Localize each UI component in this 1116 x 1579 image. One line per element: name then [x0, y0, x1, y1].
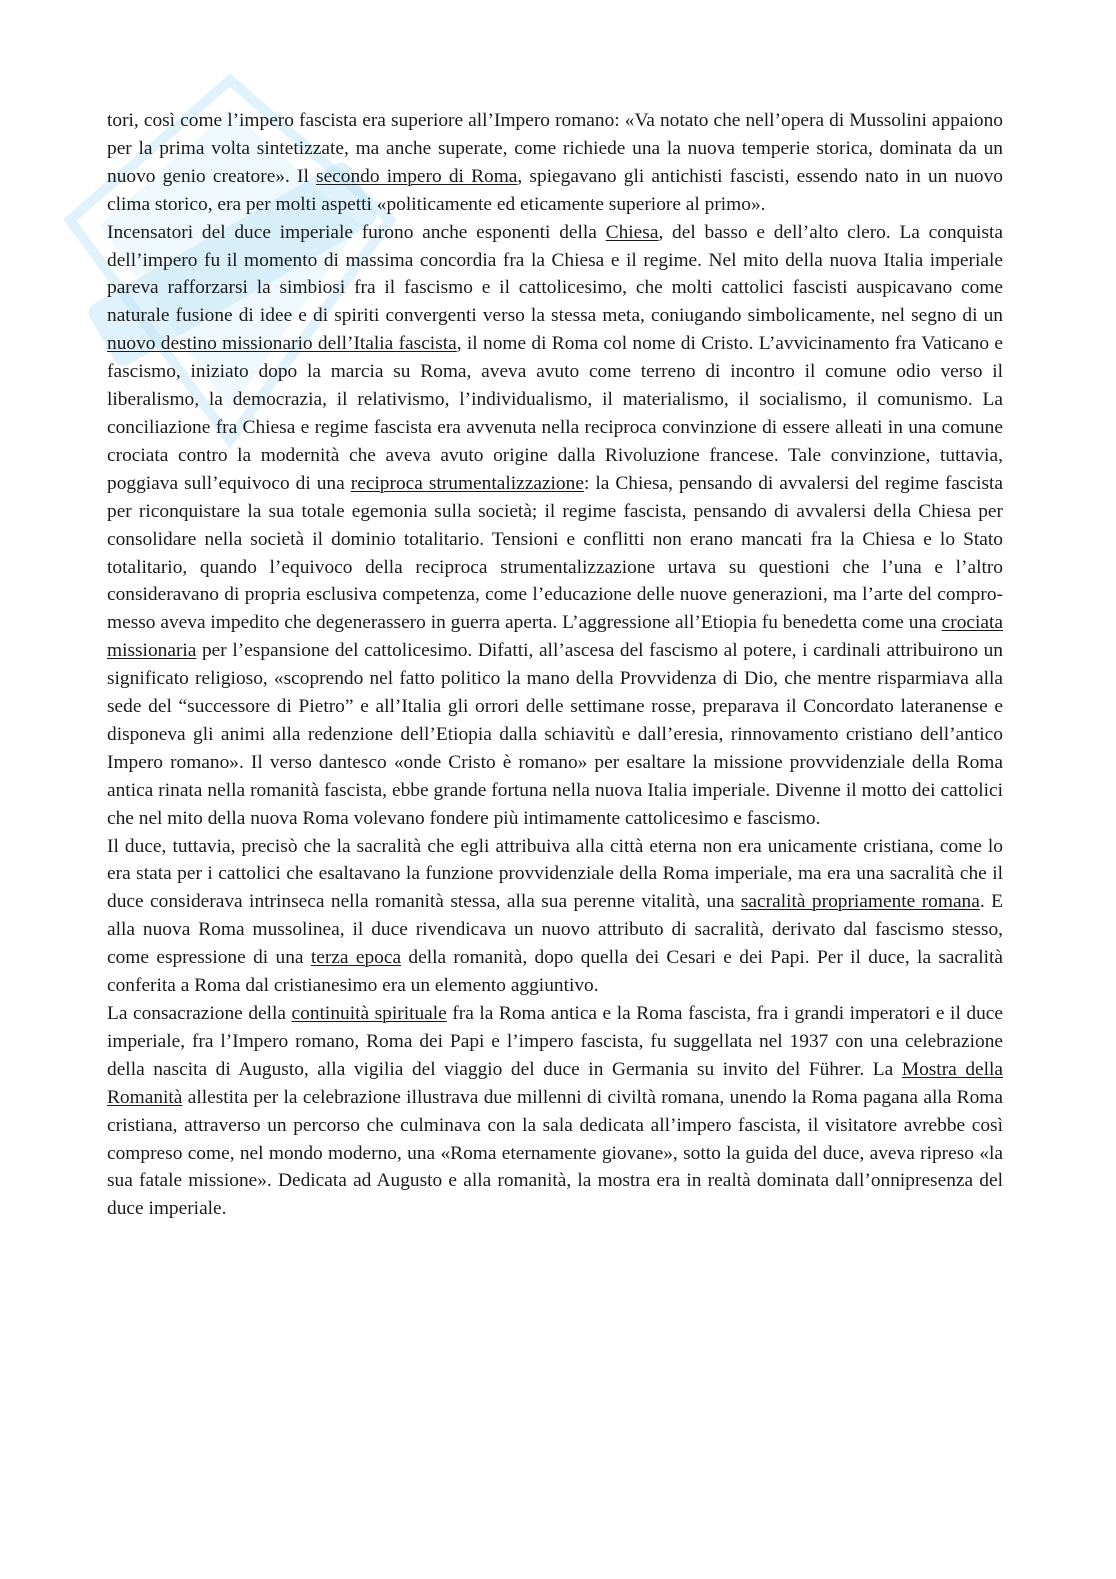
keyword-link[interactable]: reciproca strumentalizzazione — [350, 472, 584, 494]
paragraph-text: , il nome di Roma col nome di Cristo. L’avvicinamento fra Vaticano e fascismo, iniziato dopo la marcia su Roma, aveva avuto come terreno di incontro il comune odio verso il liberalismo, la democrazia, il relativismo, l’individualismo, il materialismo, il socialismo, il comunismo. La conciliazione fra Chiesa e regime fascista era avvenuta nella reciproca convinzione di essere alleati in una comune crociata contro la modernità che aveva avuto origine dalla Rivoluzione francese. Tale convinzione, tuttavia, poggiava sull’equivoco di una — [107, 333, 1003, 494]
keyword-link[interactable]: continuità spirituale — [291, 1003, 447, 1024]
keyword-link[interactable]: sacralità propriamente romana — [740, 891, 980, 913]
paragraph — [107, 833, 1003, 1000]
paragraph-text: Incensatori del duce imperiale furono anche esponenti della — [107, 221, 606, 243]
paragraph-text: della romanità, dopo quella dei Cesari e dei Papi. Per il duce, la sacralità conferita a Roma dal cristianesimo era un elemento aggiuntivo. — [107, 947, 1003, 997]
paragraph-text: tori, così come l’impero fascista era superiore all’Impero romano: «Va notato che nell’opera di Mussolini appaiono per la prima volta sintetizzate, ma anche superate, come richiede una la nuova temperie storica, dominata da un nuovo genio creatore». Il — [107, 110, 1003, 187]
keyword-link[interactable]: crociata missionaria — [107, 612, 1003, 662]
keyword-link[interactable]: terza epoca — [310, 947, 402, 969]
paragraph — [107, 1000, 1003, 1223]
paragraph-text: La consacrazione della — [107, 1003, 292, 1024]
keyword-link[interactable]: Chiesa — [605, 221, 659, 243]
paragraph-text: , spiegavano gli antichisti fascisti, essendo nato in un nuovo clima storico, era per molti aspetti «politicamente ed eticamente superiore al primo». — [107, 165, 1003, 215]
paragraph-text: . E alla nuova Roma mussolinea, il duce rivendicava un nuovo attributo di sacralità, derivato dal fascismo stesso, come espressione di una — [107, 891, 1003, 969]
paragraph-text: : la Chiesa, pensando di avvalersi del regime fascista per riconquistare la sua totale egemonia sulla società; il regime fascista, pensando di avvalersi della Chiesa per consolidare nella società il dominio totalitario. Tensioni e conflitti non erano mancati fra la Chiesa e lo Stato totalitario, quando l’equivoco della reciproca strumentalizzazione urtava su questioni che l’una e l’altro consideravano di propria esclusiva competenza, come l’educazione delle nuove generazioni, ma l’arte del compromesso aveva impedito che degenerassero in guerra aperta. L’aggressione all’Etiopia fu benedetta come una — [107, 472, 1003, 634]
paragraph-text: Il duce, tuttavia, precisò che la sacralità che egli attribuiva alla città eterna non era unicamente cristiana, come lo era stata per i cattolici che esaltavano la funzione provvidenziale della Roma imperiale, ma era una sacralità che il duce considerava intrinseca nella romanità stessa, alla sua perenne vitalità, una — [107, 835, 1003, 913]
paragraph-text: , del basso e dell’alto clero. La conquista dell’impero fu il momento di massima concordia fra la Chiesa e il regime. Nel mito della nuova Italia imperiale pareva rafforzarsi la simbiosi fra il fascismo e il cattolicesimo, che molti cattolici fascisti auspicavano come naturale fusione di idee e di spiriti convergenti verso la stessa meta, coniugando simbolicamente, nel segno di un — [107, 221, 1003, 327]
document-body — [107, 107, 1003, 1223]
keyword-link[interactable]: secondo impero di Roma — [316, 165, 518, 187]
keyword-link[interactable]: nuovo destino missionario dell’Italia fascista — [107, 333, 457, 355]
paragraph-text: fra la Roma antica e la Roma fascista, fra i grandi imperatori e il duce imperiale, fra l’Impero romano, Roma dei Papi e l’impero fascista, fu suggellata nel 1937 con una celebrazione della nascita di Augusto, alla vigilia del viaggio del duce in Germania su invito del Führer. La — [107, 1003, 1003, 1080]
paragraph-text: allestita per la celebrazione illustrava due millenni di civiltà romana, unendo la Roma pagana alla Roma cristiana, attraverso un percorso che culminava con la sala dedicata all’impero fascista, il visitatore avrebbe così compreso come, nel mondo moderno, una «Roma eternamente giovane», sotto la guida del duce, aveva ripreso «la sua fatale missione». Dedicata ad Augusto e alla romanità, la mostra era in realtà dominata dall’onnipresenza del duce imperiale. — [107, 1086, 1003, 1220]
keyword-link[interactable]: Mostra della Romanità — [107, 1058, 1003, 1108]
paragraph-text: per l’espansione del cattolicesimo. Difatti, all’ascesa del fascismo al potere, i cardinali attribuirono un significato religioso, «scoprendo nel fatto politico la mano della Provvidenza di Dio, che mentre risparmiava alla sede del “successore di Pietro” e all’Italia gli orrori delle settimane rosse, preparava il Concordato lateranense e disponeva gli animi alla redenzione dell’Etiopia dalla schiavitù e dall’eresia, rinnovamento cristiano dell’antico Impero romano». Il verso dantesco «onde Cristo è romano» per esaltare la missione provvidenziale della Roma antica rinata nella romanità fascista, ebbe grande fortuna nella nuova Italia imperiale. Divenne il motto dei cattolici che nel mito della nuova Roma volevano fondere più intimamente cattolicesimo e fascismo. — [107, 640, 1003, 829]
paragraph — [107, 219, 1003, 833]
paragraph — [107, 107, 1003, 219]
